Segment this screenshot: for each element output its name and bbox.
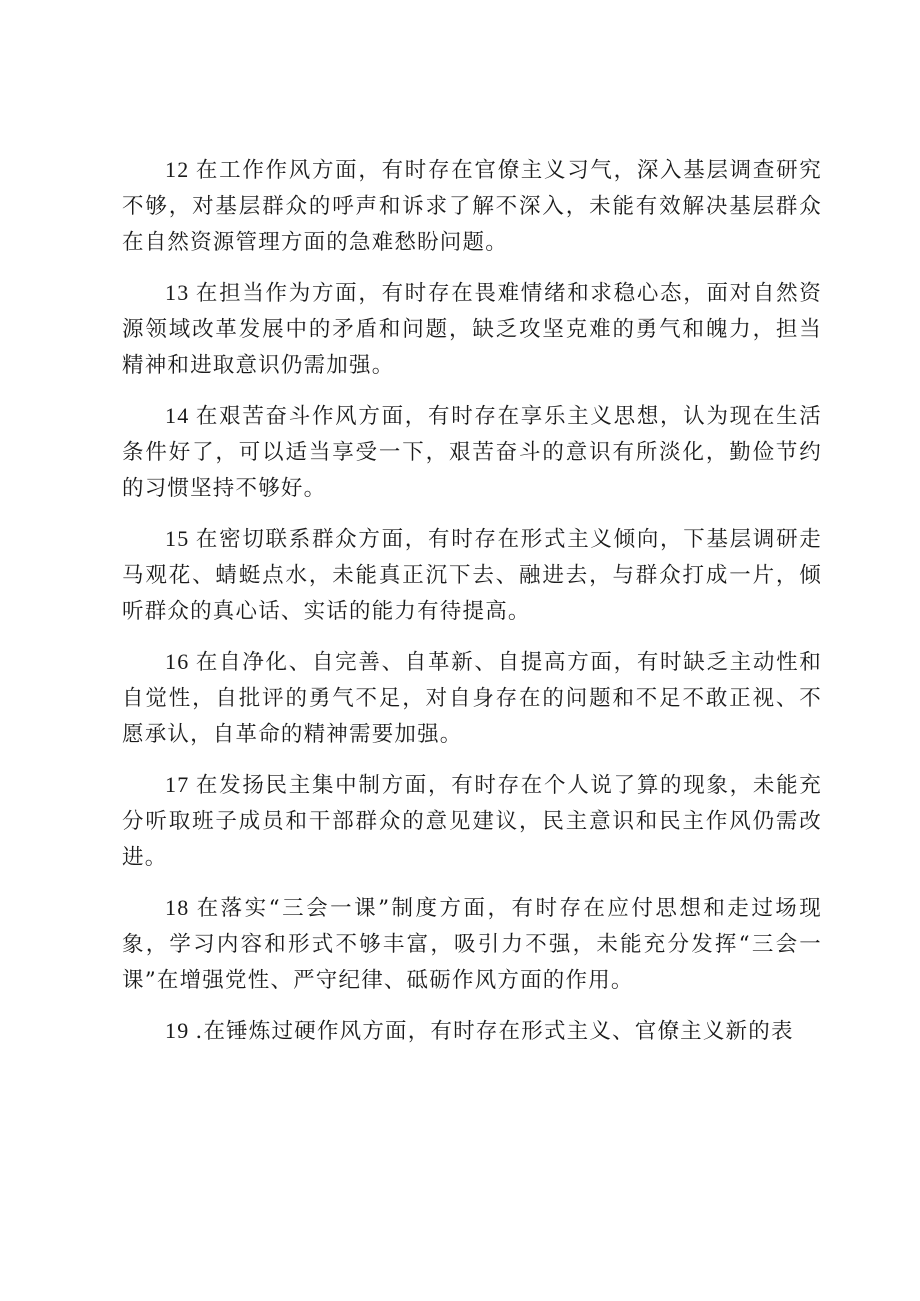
item-number: 13 — [165, 280, 190, 305]
item-number: 14 — [165, 403, 190, 428]
item-text: 在工作作风方面，有时存在官僚主义习气，深入基层调查研究不够，对基层群众的呼声和诉求了解不深入，未能有效解决基层群众在自然资源管理方面的急难愁盼问题。 — [122, 158, 822, 255]
item-number: 12 — [165, 157, 190, 182]
list-item — [122, 767, 822, 876]
document-body — [122, 152, 822, 1064]
item-number: 17 — [165, 772, 190, 797]
list-item — [122, 890, 822, 999]
item-text: 在发扬民主集中制方面，有时存在个人说了算的现象，未能充分听取班子成员和干部群众的意见建议，民主意识和民主作风仍需改进。 — [122, 773, 822, 870]
list-item — [122, 275, 822, 384]
item-text: .在锤炼过硬作风方面，有时存在形式主义、官僚主义新的表 — [195, 1019, 794, 1044]
list-item — [122, 398, 822, 507]
list-item — [122, 1013, 822, 1050]
list-item — [122, 152, 822, 261]
item-number: 16 — [165, 649, 190, 674]
item-text: 在艰苦奋斗作风方面，有时存在享乐主义思想，认为现在生活条件好了，可以适当享受一下，艰苦奋斗的意识有所淡化，勤俭节约的习惯坚持不够好。 — [122, 404, 822, 501]
item-text: 在密切联系群众方面，有时存在形式主义倾向，下基层调研走马观花、蜻蜓点水，未能真正沉下去、融进去，与群众打成一片，倾听群众的真心话、实话的能力有待提高。 — [122, 527, 822, 624]
item-text: 在自净化、自完善、自革新、自提高方面，有时缺乏主动性和自觉性，自批评的勇气不足，对自身存在的问题和不足不敢正视、不愿承认，自革命的精神需要加强。 — [122, 650, 822, 747]
item-text: 在担当作为方面，有时存在畏难情绪和求稳心态，面对自然资源领域改革发展中的矛盾和问题，缺乏攻坚克难的勇气和魄力，担当精神和进取意识仍需加强。 — [122, 281, 822, 378]
item-number: 18 — [165, 895, 190, 920]
list-item — [122, 521, 822, 630]
list-item — [122, 644, 822, 753]
item-number: 15 — [165, 526, 190, 551]
item-number: 19 — [165, 1018, 190, 1043]
item-text: 在落实“三会一课”制度方面，有时存在应付思想和走过场现象，学习内容和形式不够丰富，吸引力不强，未能充分发挥“三会一课”在增强党性、严守纪律、砥砺作风方面的作用。 — [122, 896, 822, 993]
